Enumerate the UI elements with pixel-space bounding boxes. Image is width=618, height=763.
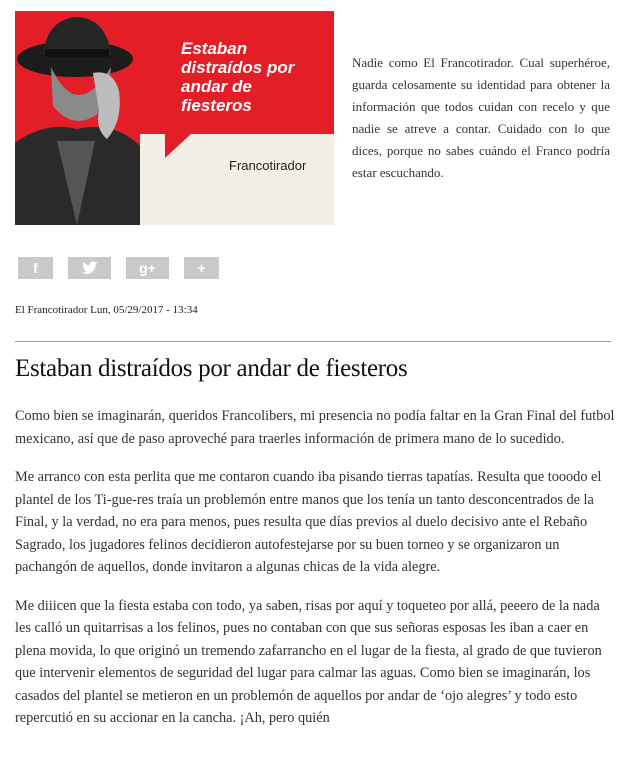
facebook-share-button[interactable]	[18, 257, 53, 279]
more-share-button[interactable]	[184, 257, 219, 279]
article-hero-image	[15, 11, 334, 225]
divider	[15, 341, 611, 342]
hero-speech-tail	[165, 134, 191, 158]
article-byline: El Francotirador Lun, 05/29/2017 - 13:34	[15, 304, 198, 316]
article-paragraph: Me arranco con esta perlita que me contaron cuando iba pisando tierras tapatías. Resulta que tooodo el plantel de los Ti-gue-res traía un problemón entre manos que los tenía un tanto desconcentrados de la Final, y la verdad, no era para menos, pues resulta que días previos al duelo decisivo ante el Rebaño Sagrado, los jugadores felinos decidieron autofestejarse por su buen torneo y se organizaron un pachangón de aquellos, donde invitaron a algunas chicas de la vida alegre.	[15, 469, 602, 575]
twitter-share-button[interactable]	[68, 257, 111, 279]
article-title: Estaban distraídos por andar de fiesteros	[15, 355, 408, 382]
share-bar	[18, 257, 219, 279]
hat-man-silhouette-icon	[15, 11, 140, 225]
article-body	[15, 405, 615, 746]
googleplus-icon: g+	[139, 260, 156, 276]
twitter-icon	[81, 261, 99, 275]
article-paragraph: Me diiicen que la fiesta estaba con todo, ya saben, risas por aquí y toqueteo por allá, peeero de la nada les calló un quitarrisas a los felinos, pues no contaban con que sus señoras esposas les iban a caer en plena movida, lo que originó un tremendo zafarrancho en el lugar de la fiesta, al grado de que tuvieron que intervenir elementos de seguridad del lugar para calmar las aguas. Como bien se imaginarán, los casados del plantel se metieron en un problemón de aquellos por andar de ‘ojo alegres’ y todo esto repercutió en su accionar en la cancha. ¡Ah, pero quién	[15, 597, 602, 726]
facebook-icon: f	[33, 260, 38, 276]
author-bio: Nadie como El Francotirador. Cual superhéroe, guarda celosamente su identidad para obtener la información que todos cuidan con recelo y que nadie se atreve a contar. Cuidado con lo que dices, porque no sabes cuándo el Franco podría estar escuchando.	[352, 55, 610, 180]
plus-icon: +	[197, 260, 206, 276]
googleplus-share-button[interactable]	[126, 257, 169, 279]
hero-headline: Estaban distraídos por andar de fiesteros	[181, 39, 295, 115]
hero-brand-label: Francotirador	[229, 158, 307, 173]
article-paragraph: Como bien se imaginarán, queridos Francolibers, mi presencia no podía faltar en la Gran Final del futbol mexicano, así que de paso aproveché para traerles información de primera mano de lo sucedido.	[15, 408, 615, 447]
